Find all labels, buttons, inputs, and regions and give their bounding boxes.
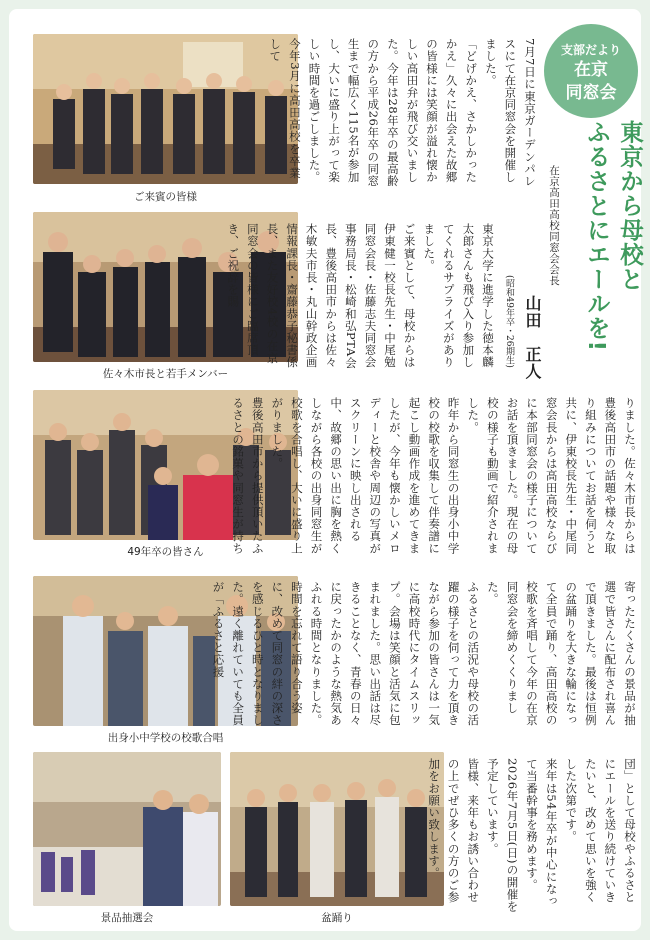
paragraph: 団」として母校やふるさとにエールを送り続けていきたいと、改めて思いを強くした次第です。 [564,758,637,904]
article-title [580,120,646,412]
title-line1: 東京から母校と [616,120,644,292]
paragraph: 来年は54年卒が中心になって当番幹事を務めます。2026年7月5日(日)の開催を予定しています。 [485,758,559,913]
paragraph: 皆様、来年もお誘い合わせの上でぜひ多くの方のご参加をお願い致します。 [427,758,481,904]
paragraph: りました。佐々木市長からは豊後高田市の話題や様々な取り組みについてお話を伺うと共に、伊東校長先生・中尾同窓会長からは高田高校ならびに本部同窓会の様子についてお話を頂きました。現在の母校の様子も動画で紹介されました。 [466,397,637,555]
caption-song: 出身小中学校の校歌合唱 [107,732,224,744]
caption-lottery: 景品抽選会 [100,912,154,924]
paragraph: 昨年から同窓生の出身小中学校の校歌を収集して伴奏譜に起こし動画作成を進めてきましたが、今年も懐かしいメロディーと校舎や周辺の写真がスクリーンに映し出される中、故郷の思い出に胸を熱くしながら各校の出身同窓生が校歌を合唱し、大いに盛り上がりました。 [270,397,461,555]
paragraph: 「どげかえ、さかしかったかえ」久々に出会えた故郷の皆様には笑顔が溢れ懐かしい高田弁が飛び交いました。今年は28年卒の最高齢の方から平成26年卒の同窓生まで幅広く115名が参加し、大いに盛り上がって楽しい時間を過ごしました。今年3月に高田高校を卒業して [268,38,479,187]
author-role: 在京高田高校同窓会会長 [548,165,560,286]
body-column-4 [211,581,639,736]
badge-line2: 在京 [574,60,608,80]
paragraph: 豊後高田市から提供頂いたふるさとの銘菓や同窓生が持ち [231,397,265,555]
newsletter-page [9,9,644,931]
paragraph: 東京大学に進学した徳本麟太郎さんも飛び入り参加してくれるサプライズがありました。 [422,223,495,369]
photo-guests [33,34,298,184]
branch-news-badge [544,24,638,118]
body-column-1 [268,38,539,189]
photo-lottery [33,752,221,906]
body-column-2 [226,223,497,374]
paragraph: ふるさとの活況や母校の活躍の様子を伺って力を頂きながら参加の皆さんは一気に高校時代にタイムスリップ。会場は笑顔と活気に包まれました。思い出話は尽きることなく、青春の日々に戻ったかのような熱気あふれる時間となりました。時間を忘れて語り合う姿に、改めて同窓の絆の深さを感じるひと時となりました。遠く離れていても全員が「ふるさと応援 [211,581,481,727]
paragraph: 7月7日に東京ガーデンパレスにて在京同窓会を開催しました。 [483,38,537,187]
paragraph: 寄ったたくさんの景品が抽選で皆さんに配布され喜んで頂きました。最後は恒例の盆踊りを大きな輪になって全員で踊り、高田高校の校歌を斉唱して今年の在京同窓会を締めくくりました。 [485,581,637,727]
photo-dance [230,752,444,906]
author-name: 山田 正人 [523,295,542,380]
badge-line3: 同窓会 [565,83,617,103]
author-era: (昭和49年卒・26期生) [504,275,514,368]
title-line2: ふるさとにエールを! [583,120,611,353]
caption-guests: ご来賓の皆様 [134,191,197,203]
caption-mayor: 佐々木市長と若手メンバー [102,368,229,380]
caption-dance: 盆踊り [321,912,353,924]
body-column-5 [427,758,639,913]
paragraph: ご来賓として、母校からは伊東健一校長先生・中尾勉同窓会長・佐藤志夫同窓会事務局長・松崎和弘PTA会長、豊後高田市からは佐々木敏夫市長・丸山幹政企画情報課長・齋藤恭子秘書係長、また友好校4校の在京同窓会の皆様にご臨席頂き、ご祝辞を賜 [226,223,417,369]
badge-line1: 支部だより [560,43,621,57]
body-column-3 [231,397,639,559]
caption-class49: 49年卒の皆さん [127,546,204,558]
